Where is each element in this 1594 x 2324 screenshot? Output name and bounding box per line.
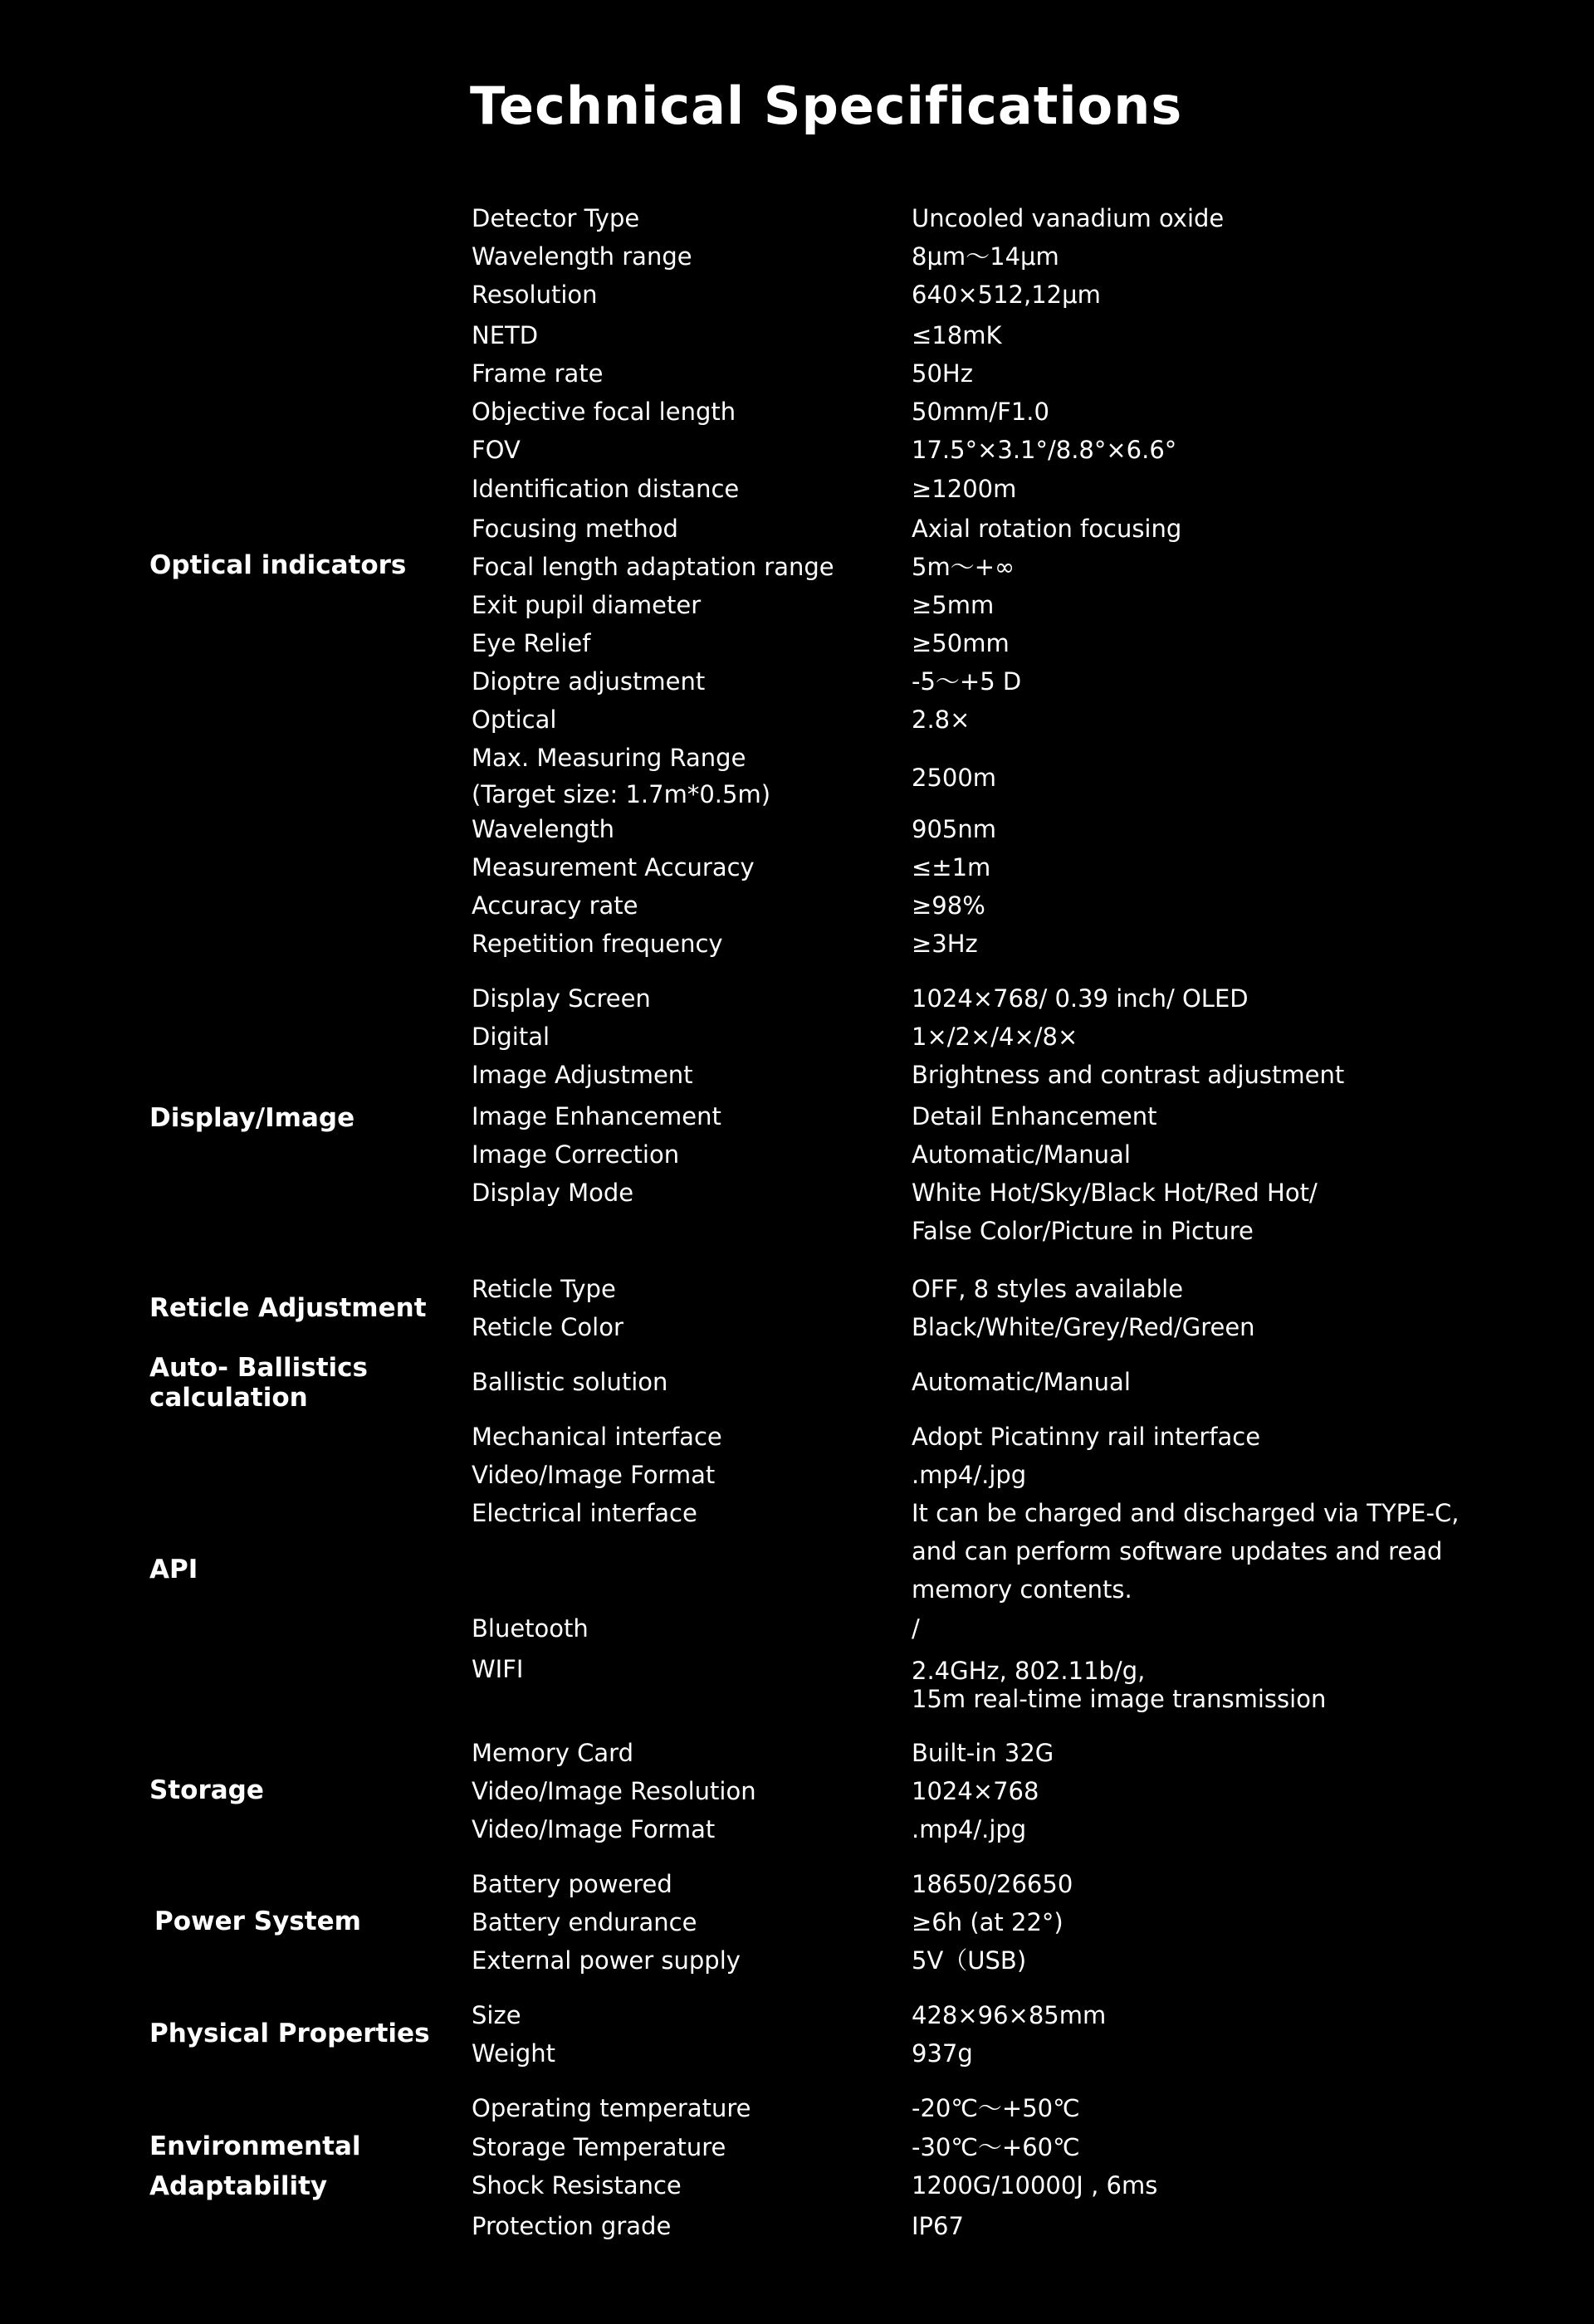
page-title: Technical Specifications <box>470 76 1183 136</box>
spec-key: Weight <box>472 2039 556 2068</box>
spec-value: / <box>912 1614 920 1643</box>
spec-key: Focusing method <box>472 515 678 543</box>
spec-value: ≥1200m <box>912 475 1017 503</box>
spec-value: Built-in 32G <box>912 1739 1054 1767</box>
spec-value: 1200G/10000J , 6ms <box>912 2171 1158 2200</box>
category-storage: Storage <box>149 1775 264 1805</box>
category-auto-ballistics: Auto- Ballistics <box>149 1353 368 1383</box>
spec-value: 1×/2×/4×/8× <box>912 1023 1078 1051</box>
spec-key: Wavelength <box>472 815 615 843</box>
spec-key: Bluetooth <box>472 1614 589 1643</box>
spec-key: Focal length adaptation range <box>472 553 834 581</box>
spec-value: 18650/26650 <box>912 1870 1073 1898</box>
spec-value: OFF, 8 styles available <box>912 1275 1184 1303</box>
spec-key: Image Enhancement <box>472 1102 721 1130</box>
spec-value: White Hot/Sky/Black Hot/Red Hot/ <box>912 1179 1318 1207</box>
spec-value: 905nm <box>912 815 996 843</box>
spec-key: Display Mode <box>472 1179 634 1207</box>
spec-key: Video/Image Format <box>472 1461 716 1489</box>
spec-key: Battery powered <box>472 1870 672 1898</box>
spec-value: .mp4/.jpg <box>912 1815 1027 1843</box>
spec-key: Exit pupil diameter <box>472 591 702 619</box>
spec-value: Adopt Picatinny rail interface <box>912 1423 1261 1451</box>
spec-key: Display Screen <box>472 984 651 1013</box>
spec-key: Size <box>472 2001 521 2029</box>
category-api: API <box>149 1555 198 1584</box>
spec-value: 937g <box>912 2039 973 2068</box>
category-auto-ballistics-line2: calculation <box>149 1383 308 1413</box>
spec-value: 50Hz <box>912 359 973 388</box>
spec-key: Digital <box>472 1023 550 1051</box>
category-display-image: Display/Image <box>149 1103 355 1133</box>
spec-key: Measurement Accuracy <box>472 853 755 881</box>
spec-key: Image Correction <box>472 1140 680 1169</box>
spec-value-line3: memory contents. <box>912 1575 1132 1604</box>
spec-value: ≥6h (at 22°) <box>912 1908 1063 1936</box>
spec-value: -5～+5 D <box>912 667 1022 696</box>
spec-key-line2: (Target size: 1.7m*0.5m) <box>472 780 771 808</box>
spec-key: Reticle Type <box>472 1275 616 1303</box>
spec-key: Objective focal length <box>472 398 736 426</box>
spec-key: Accuracy rate <box>472 891 638 920</box>
spec-value: .mp4/.jpg <box>912 1461 1027 1489</box>
spec-value: ≤±1m <box>912 853 991 881</box>
spec-key: Max. Measuring Range <box>472 744 746 772</box>
spec-key: Battery endurance <box>472 1908 697 1936</box>
spec-value: 2.4GHz, 802.11b/g, <box>912 1657 1146 1685</box>
spec-key: Operating temperature <box>472 2094 751 2122</box>
spec-key: Video/Image Resolution <box>472 1777 756 1805</box>
spec-value: Detail Enhancement <box>912 1102 1157 1130</box>
spec-value: 428×96×85mm <box>912 2001 1107 2029</box>
spec-key: Image Adjustment <box>472 1061 693 1089</box>
spec-value: 2500m <box>912 764 997 792</box>
spec-key: Wavelength range <box>472 242 692 271</box>
spec-value: Black/White/Grey/Red/Green <box>912 1313 1255 1341</box>
spec-value-line2: 15m real-time image transmission <box>912 1685 1327 1713</box>
category-optical-indicators: Optical indicators <box>149 550 407 580</box>
spec-key: Identification distance <box>472 475 740 503</box>
category-environmental: Environmental <box>149 2131 361 2161</box>
spec-value: 17.5°×3.1°/8.8°×6.6° <box>912 436 1177 464</box>
spec-value: ≥98% <box>912 891 985 920</box>
spec-key: Repetition frequency <box>472 930 723 958</box>
spec-value: -20℃～+50℃ <box>912 2094 1080 2122</box>
spec-key: Detector Type <box>472 204 640 232</box>
spec-key: Electrical interface <box>472 1499 697 1527</box>
spec-value: IP67 <box>912 2212 964 2240</box>
spec-value-line2: and can perform software updates and read <box>912 1537 1443 1565</box>
spec-key: Eye Relief <box>472 629 591 657</box>
spec-value: ≥50mm <box>912 629 1010 657</box>
spec-value: 8μm～14μm <box>912 242 1059 271</box>
spec-key: Storage Temperature <box>472 2133 726 2161</box>
spec-value: ≤18mK <box>912 321 1002 349</box>
spec-value: Uncooled vanadium oxide <box>912 204 1225 232</box>
category-environmental-line2: Adaptability <box>149 2171 328 2201</box>
spec-key: Frame rate <box>472 359 604 388</box>
spec-key: Shock Resistance <box>472 2171 682 2200</box>
spec-value: ≥5mm <box>912 591 995 619</box>
spec-key: Ballistic solution <box>472 1368 668 1396</box>
spec-key: Reticle Color <box>472 1313 623 1341</box>
spec-key: WIFI <box>472 1655 524 1683</box>
spec-value: ≥3Hz <box>912 930 978 958</box>
spec-value: 50mm/F1.0 <box>912 398 1049 426</box>
spec-key: Dioptre adjustment <box>472 667 706 696</box>
spec-value: Axial rotation focusing <box>912 515 1182 543</box>
spec-value: 640×512,12μm <box>912 281 1101 309</box>
spec-value: 5V（USB) <box>912 1946 1027 1975</box>
spec-value-line2: False Color/Picture in Picture <box>912 1217 1254 1245</box>
category-physical-properties: Physical Properties <box>149 2019 430 2048</box>
spec-key: Optical <box>472 706 557 734</box>
spec-key: NETD <box>472 321 539 349</box>
spec-key: Protection grade <box>472 2212 672 2240</box>
spec-key: Memory Card <box>472 1739 633 1767</box>
spec-value: 5m～+∞ <box>912 553 1015 581</box>
category-reticle-adjustment: Reticle Adjustment <box>149 1293 427 1323</box>
spec-value: 2.8× <box>912 706 971 734</box>
spec-value: It can be charged and discharged via TYPE-C, <box>912 1499 1460 1527</box>
spec-key: FOV <box>472 436 521 464</box>
spec-key: Resolution <box>472 281 598 309</box>
spec-value: -30℃～+60℃ <box>912 2133 1080 2161</box>
spec-value: Brightness and contrast adjustment <box>912 1061 1345 1089</box>
spec-value: 1024×768 <box>912 1777 1039 1805</box>
spec-key: Video/Image Format <box>472 1815 716 1843</box>
spec-value: Automatic/Manual <box>912 1368 1131 1396</box>
spec-key: Mechanical interface <box>472 1423 722 1451</box>
category-power-system: Power System <box>154 1907 361 1936</box>
spec-key: External power supply <box>472 1946 741 1975</box>
spec-value: 1024×768/ 0.39 inch/ OLED <box>912 984 1249 1013</box>
spec-value: Automatic/Manual <box>912 1140 1131 1169</box>
